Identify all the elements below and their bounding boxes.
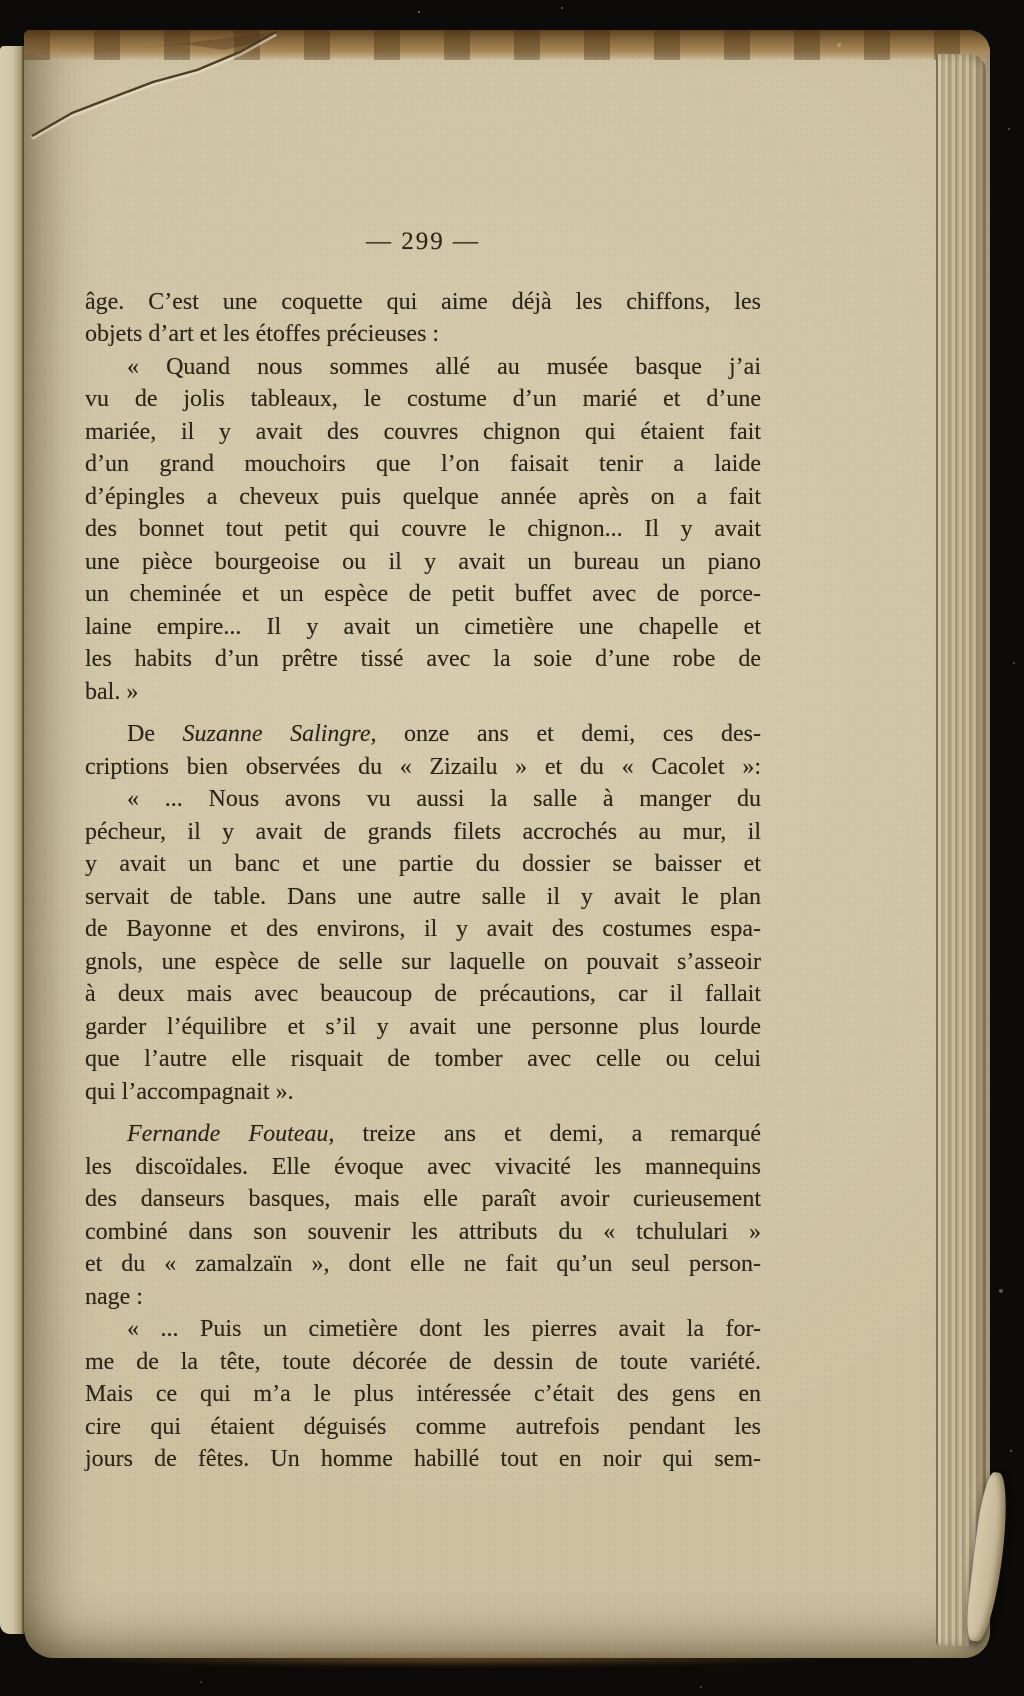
text-line: criptions bien observées du « Zizailu » et du « Cacolet »: — [85, 753, 761, 780]
text-line: un cheminée et un espèce de petit buffet avec de porce- — [85, 581, 761, 607]
text-line: et du « zamalzaïn », dont elle ne fait qu’un seul person- — [85, 1251, 761, 1277]
dust-specks — [0, 0, 2, 2]
text-line: les habits d’un prêtre tissé avec la soie d’une robe de — [85, 646, 761, 672]
text-line: « ... Nous avons vu aussi la salle à manger du — [127, 786, 761, 812]
paragraph — [85, 1313, 761, 1476]
text-line: De Suzanne Salingre, onze ans et demi, ces des- — [127, 721, 762, 747]
text-line: Mais ce qui m’a le plus intéressée c’était des gens en — [85, 1381, 761, 1407]
text-line: qui l’accompagnait ». — [85, 1078, 294, 1105]
paragraph — [85, 718, 761, 783]
text-line: vu de jolis tableaux, le costume d’un marié et d’une — [85, 386, 761, 412]
text-line: des danseurs basques, mais elle paraît avoir curieusement — [85, 1186, 761, 1212]
text-line: laine empire... Il y avait un cimetière une chapelle et — [85, 613, 761, 640]
text-line: garder l’équilibre et s’il y avait une personne plus lourde — [85, 1013, 761, 1040]
paragraph — [85, 783, 761, 1108]
page-number: — 299 — — [366, 228, 480, 255]
stacked-page-edges — [936, 54, 986, 1646]
text-line: mariée, il y avait des couvres chignon qui étaient fait — [85, 418, 761, 445]
text-line: me de la tête, toute décorée de dessin de toute variété. — [85, 1348, 761, 1375]
paragraph — [85, 1118, 761, 1313]
text-line: les discoïdales. Elle évoque avec vivacité les mannequins — [85, 1153, 761, 1180]
text-line: à deux mais avec beaucoup de précautions, car il fallait — [85, 981, 761, 1007]
text-line: que l’autre elle risquait de tomber avec celle ou celui — [85, 1046, 761, 1072]
paragraph — [85, 286, 761, 351]
text-line: servait de table. Dans une autre salle il y avait le plan — [85, 883, 761, 910]
text-line: de Bayonne et des environs, il y avait des costumes espa- — [85, 916, 761, 942]
text-line: combiné dans son souvenir les attributs du « tchululari » — [85, 1218, 761, 1245]
bottom-edge-highlight — [80, 1652, 820, 1666]
page-top-edge — [24, 30, 990, 60]
text-line: jours de fêtes. Un homme habillé tout en noir qui sem- — [85, 1446, 761, 1472]
text-block — [85, 226, 761, 1476]
text-line: cire qui étaient déguisés comme autrefois pendant les — [85, 1413, 761, 1440]
text-line: âge. C’est une coquette qui aime déjà les chiffons, les — [85, 288, 761, 315]
text-line: y avait un banc et une partie du dossier se baisser et — [85, 851, 761, 877]
underlying-page-edge — [0, 46, 24, 1634]
text-line: « ... Puis un cimetière dont les pierres avait la for- — [127, 1316, 761, 1342]
text-line: d’un grand mouchoirs que l’on faisait tenir a laide — [85, 451, 761, 477]
text-line: gnols, une espèce de selle sur laquelle on pouvait s’asseoir — [85, 948, 761, 975]
text-line: « Quand nous sommes allé au musée basque j’ai — [127, 353, 761, 380]
text-line: bal. » — [85, 678, 139, 705]
paragraph — [85, 351, 761, 709]
text-line: des bonnet tout petit qui couvre le chignon... Il y avait — [85, 516, 761, 542]
text-line: une pièce bourgeoise ou il y avait un bureau un piano — [85, 548, 761, 575]
paragraphs-container — [85, 286, 761, 1476]
text-line: pécheur, il y avait de grands filets accrochés au mur, il — [85, 818, 761, 845]
text-line: d’épingles a cheveux puis quelque année après on a fait — [85, 483, 761, 510]
text-line: objets d’art et les étoffes précieuses : — [85, 321, 440, 347]
text-line: nage : — [85, 1283, 143, 1310]
text-line: Fernande Fouteau, treize ans et demi, a remarqué — [127, 1121, 761, 1147]
